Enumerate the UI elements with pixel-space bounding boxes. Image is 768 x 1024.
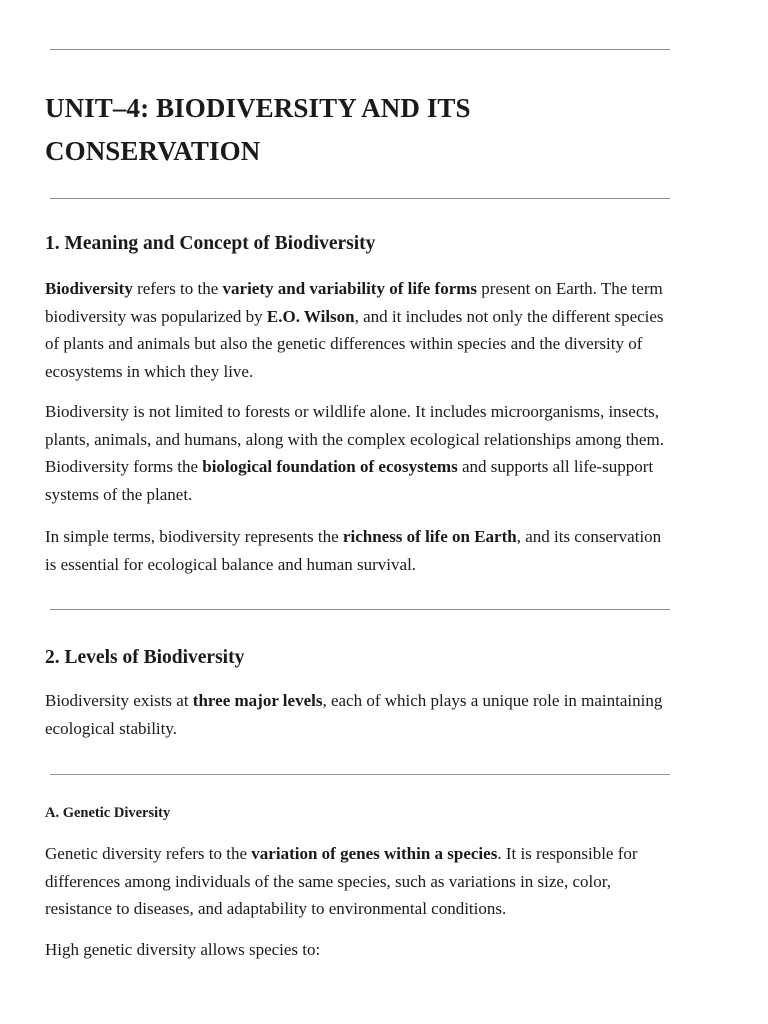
bold-term: biological foundation of ecosystems: [202, 457, 458, 476]
text-run: Biodiversity exists at: [45, 691, 193, 710]
paragraph-biodiversity-scope: [45, 398, 670, 508]
bold-term: Biodiversity: [45, 279, 133, 298]
text-run: , and its conservation is essential for ecological balance and human survival.: [45, 527, 662, 574]
text-run: . It is responsible for differences among individuals of the same species, such as variations in size, color, resistance to diseases, and adaptability to environmental conditions.: [45, 844, 638, 918]
text-run: , each of which plays a unique role in maintaining ecological stability.: [45, 691, 663, 738]
bold-term: variation of genes within a species: [251, 844, 498, 863]
text-run: , and it includes not only the different species of plants and animals but also the genetic differences within species and the diversity of ecosystems in which they live.: [45, 306, 664, 381]
text-run: and supports all life-support systems of the planet.: [45, 457, 654, 504]
section-heading-levels: 2. Levels of Biodiversity: [45, 647, 245, 668]
divider: [50, 609, 670, 610]
text-run: refers to the: [132, 279, 223, 298]
bold-term: E.O. Wilson: [266, 306, 355, 326]
paragraph-genetic-benefits-intro: High genetic diversity allows species to:: [45, 940, 321, 959]
text-run: present on Earth. The term biodiversity was popularized by: [45, 279, 663, 326]
unit-title: UNIT–4: BIODIVERSITY AND ITS CONSERVATION: [45, 93, 471, 166]
text-run: Biodiversity is not limited to forests or wildlife alone. It includes microorganisms, insects, plants, animals, and humans, along with the complex ecological relationships among them. Biodiversity forms the: [45, 402, 664, 476]
bold-term: variety and variability of life forms: [222, 279, 478, 298]
text-run: In simple terms, biodiversity represents the: [45, 527, 343, 546]
divider: [50, 49, 670, 50]
paragraph-levels-intro: [45, 687, 670, 742]
paragraph-genetic-definition: [45, 840, 670, 923]
section-heading-meaning: 1. Meaning and Concept of Biodiversity: [45, 233, 376, 254]
paragraph-biodiversity-summary: [45, 523, 670, 578]
bold-term: three major levels: [192, 691, 323, 710]
paragraph-biodiversity-definition: [45, 275, 670, 385]
text-run: Genetic diversity refers to the: [45, 844, 252, 863]
divider: [50, 774, 670, 775]
divider: [50, 198, 670, 199]
bold-term: richness of life on Earth: [342, 527, 517, 546]
subsection-heading-genetic: A. Genetic Diversity: [45, 805, 171, 821]
